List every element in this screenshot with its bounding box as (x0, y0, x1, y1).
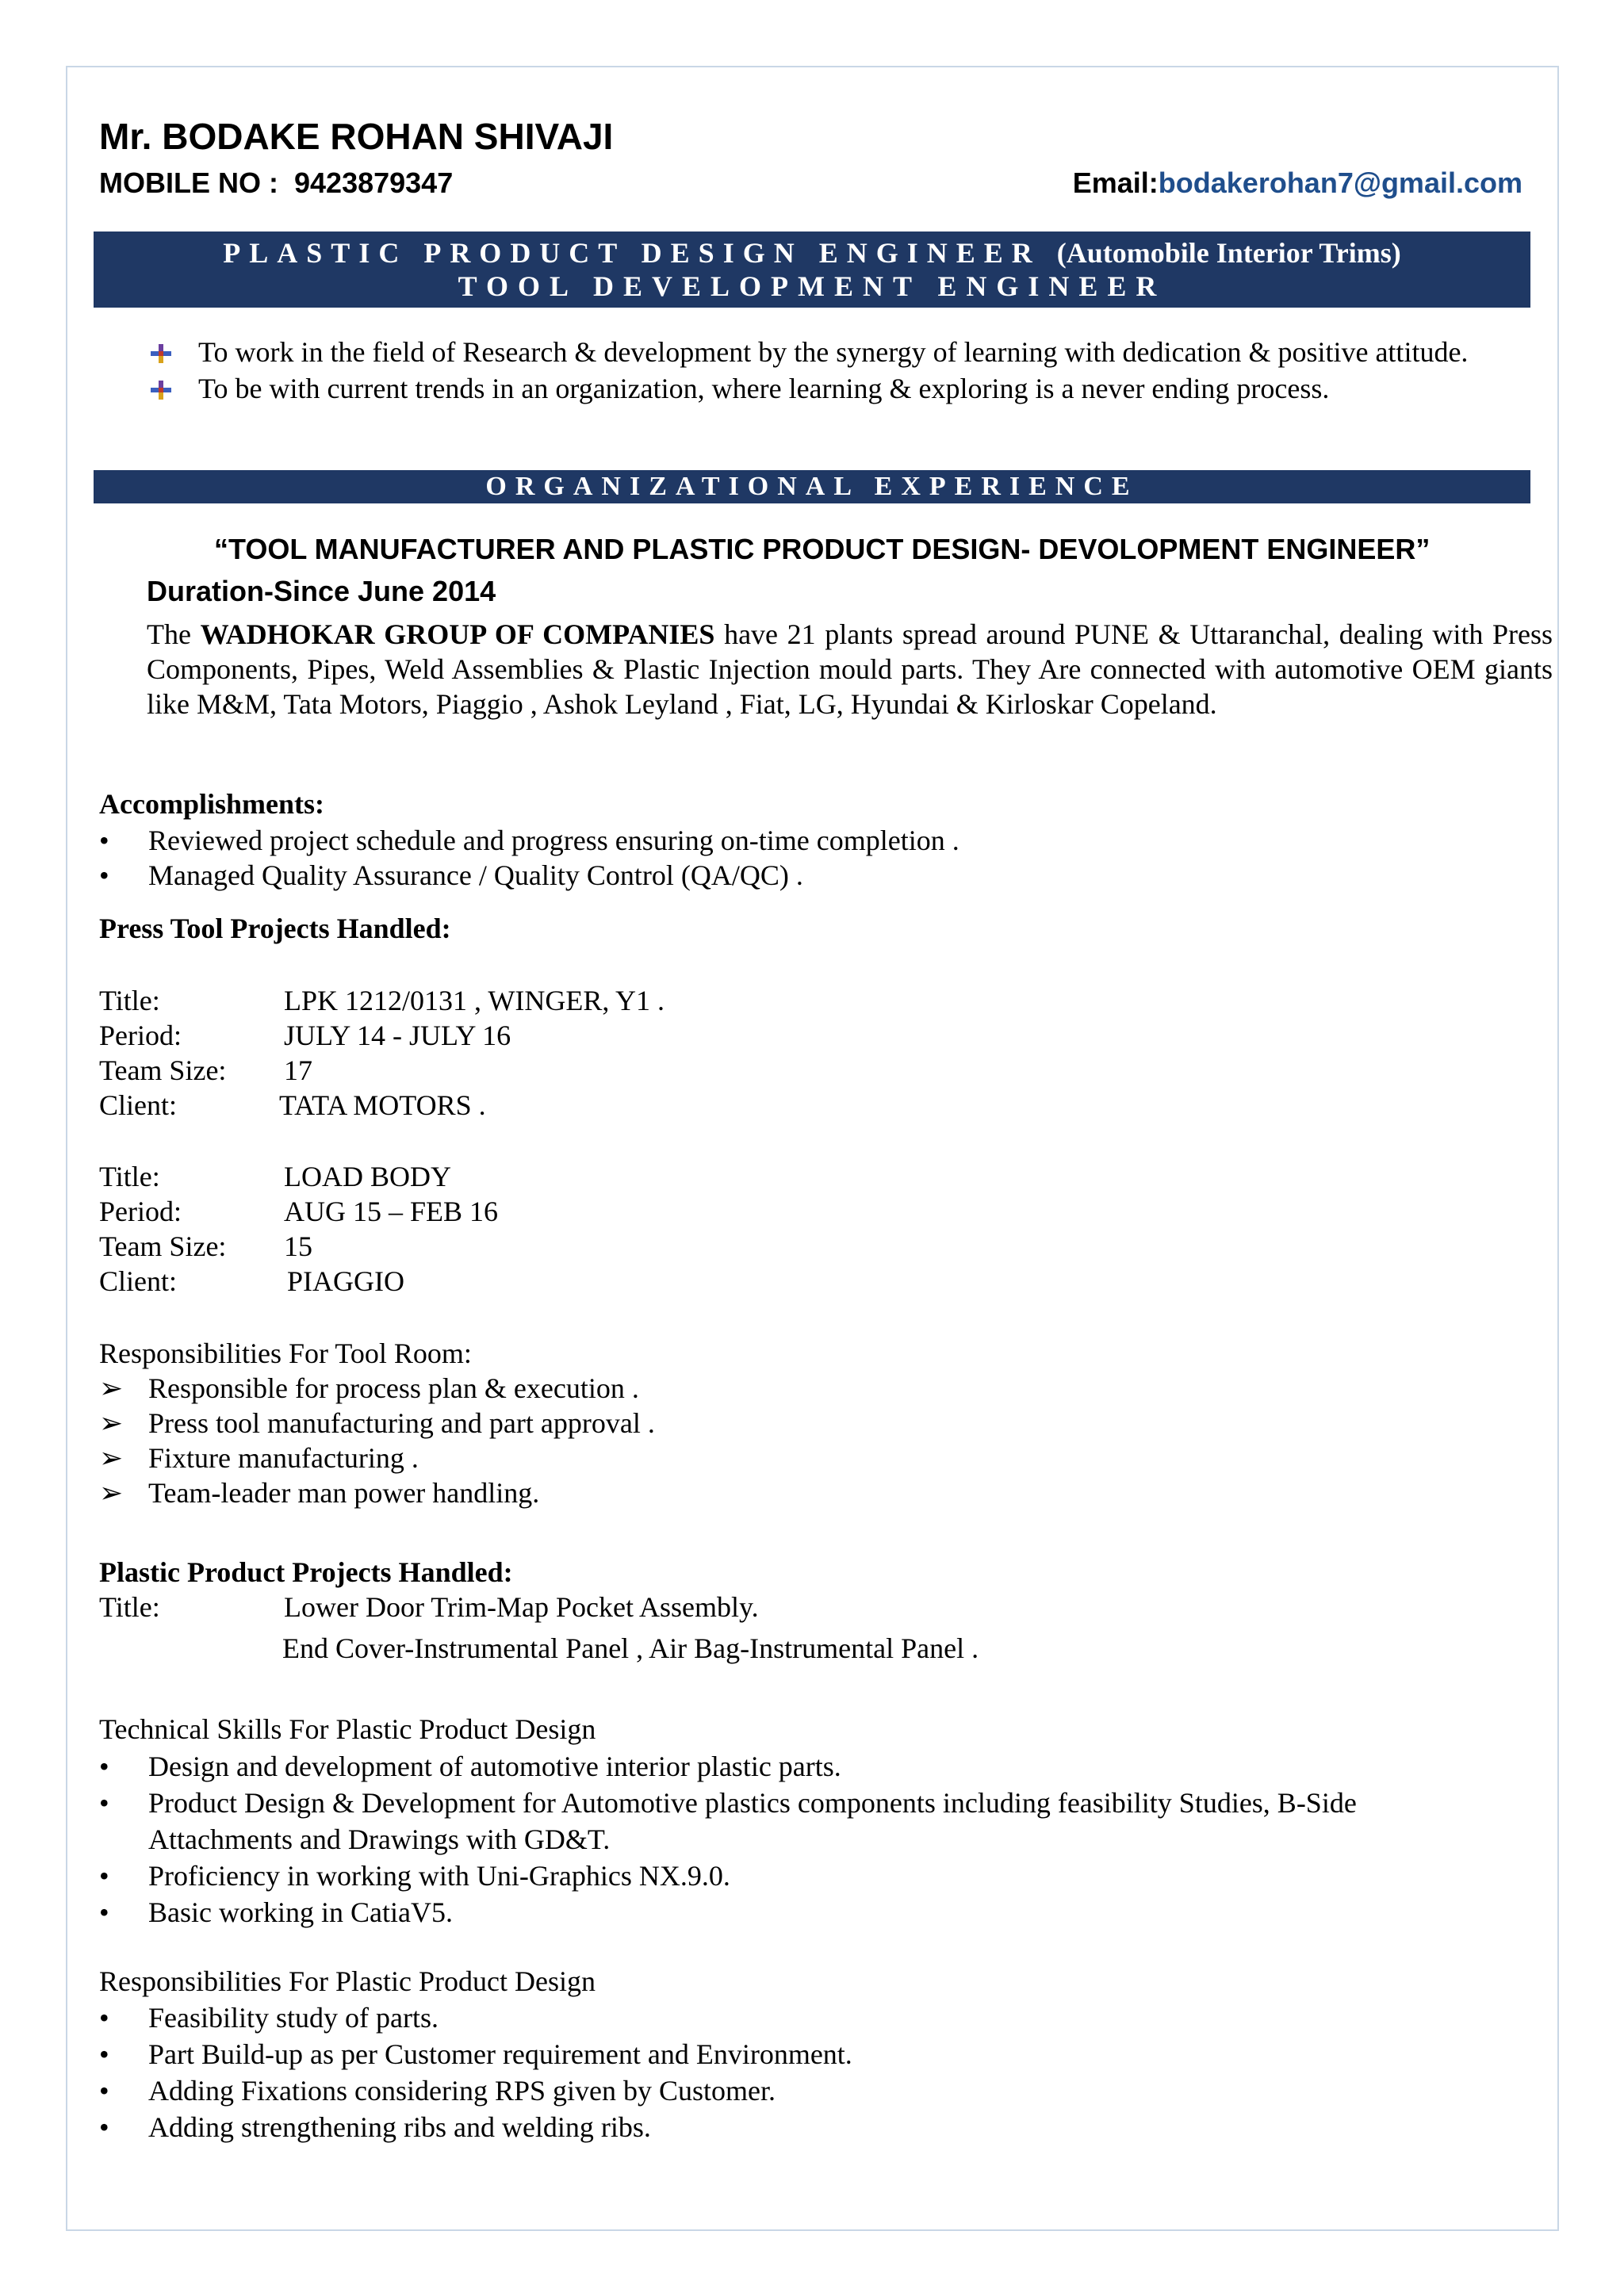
plastic-resp-text: Adding Fixations considering RPS given by Customer. (148, 2075, 776, 2107)
project-period: AUG 15 – FEB 16 (284, 1196, 499, 1227)
project-period-label: Period: (99, 1196, 182, 1227)
experience-banner (94, 470, 1530, 503)
project-title: LPK 1212/0131 , WINGER, Y1 . (284, 985, 665, 1016)
mobile-line (99, 166, 453, 200)
tool-room-text: Team-leader man power handling. (148, 1477, 540, 1509)
tool-room-text: Fixture manufacturing . (148, 1442, 419, 1474)
role-title: “TOOL MANUFACTURER AND PLASTIC PRODUCT DESIGN- DEVOLOPMENT ENGINEER” (214, 533, 1431, 565)
roles-banner (94, 232, 1530, 308)
project-team-size: 17 (284, 1054, 312, 1086)
plastic-resp-heading: Responsibilities For Plastic Product Design (99, 1965, 596, 1997)
tech-skill-text: Proficiency in working with Uni-Graphics NX.9.0. (148, 1860, 730, 1892)
accomplishments-heading: Accomplishments: (99, 788, 324, 820)
plastic-title-label: Title: (99, 1591, 160, 1623)
role-primary-specialty: (Automobile Interior Trims) (1056, 237, 1401, 269)
email-label: Email: (1072, 166, 1159, 199)
roles-banner-line-1 (94, 236, 1530, 270)
plastic-resp-text: Feasibility study of parts. (148, 2002, 439, 2034)
project-period-label: Period: (99, 1020, 182, 1051)
bullet-dot-icon: • (99, 859, 109, 891)
tool-room-text: Press tool manufacturing and part approval . (148, 1407, 655, 1439)
plastic-project-line: End Cover-Instrumental Panel , Air Bag-Instrumental Panel . (282, 1632, 979, 1664)
company-prefix: The (147, 618, 201, 650)
plastic-resp-text: Adding strengthening ribs and welding ribs. (148, 2111, 651, 2143)
role-secondary: TOOL DEVELOPMENT ENGINEER (458, 270, 1166, 302)
plastic-project-line: Lower Door Trim-Map Pocket Assembly. (284, 1591, 759, 1623)
mobile-label: MOBILE NO : (99, 166, 278, 199)
bullet-dot-icon: • (99, 2111, 109, 2143)
tool-room-text: Responsible for process plan & execution . (148, 1372, 639, 1404)
bullet-dot-icon: • (99, 1751, 109, 1782)
objective-item (151, 335, 1530, 369)
project-client-label: Client: (99, 1089, 177, 1121)
tool-room-heading: Responsibilities For Tool Room: (99, 1337, 472, 1369)
objective-text: To be with current trends in an organization, where learning & exploring is a never ending process. (198, 373, 1330, 404)
objective-bullet-icon (151, 381, 171, 400)
plastic-projects-heading: Plastic Product Projects Handled: (99, 1556, 513, 1588)
bullet-dot-icon: • (99, 2002, 109, 2034)
email-line (1073, 166, 1522, 200)
project-title-label: Title: (99, 1161, 160, 1192)
press-tool-heading: Press Tool Projects Handled: (99, 913, 451, 944)
arrow-bullet-icon: ➢ (99, 1372, 124, 1404)
bullet-dot-icon: • (99, 2038, 109, 2070)
objective-list (151, 335, 1530, 408)
tech-skill-text: Product Design & Development for Automotive plastics components including feasibility Studies, B-Side (148, 1787, 1357, 1819)
project-team-label: Team Size: (99, 1230, 227, 1262)
accomplishment-text: Reviewed project schedule and progress ensuring on-time completion . (148, 825, 959, 856)
arrow-bullet-icon: ➢ (99, 1407, 124, 1439)
project-team-size: 15 (284, 1230, 312, 1262)
email-link[interactable]: bodakerohan7@gmail.com (1158, 166, 1522, 199)
plastic-resp-text: Part Build-up as per Customer requirement and Environment. (148, 2038, 852, 2070)
company-description (147, 617, 1553, 721)
experience-banner-title: ORGANIZATIONAL EXPERIENCE (485, 472, 1139, 501)
bullet-dot-icon: • (99, 2075, 109, 2107)
project-client-label: Client: (99, 1265, 177, 1297)
arrow-bullet-icon: ➢ (99, 1442, 124, 1474)
company-name: WADHOKAR GROUP OF COMPANIES (200, 618, 715, 650)
tech-skill-text: Attachments and Drawings with GD&T. (148, 1823, 611, 1855)
bullet-dot-icon: • (99, 1860, 109, 1892)
duration: Duration-Since June 2014 (147, 575, 496, 607)
tech-skill-text: Basic working in CatiaV5. (148, 1896, 453, 1928)
objective-bullet-icon (151, 344, 171, 363)
tech-skill-text: Design and development of automotive interior plastic parts. (148, 1751, 841, 1782)
bullet-dot-icon: • (99, 1896, 109, 1928)
mobile-number: 9423879347 (294, 166, 454, 199)
accomplishment-text: Managed Quality Assurance / Quality Control (QA/QC) . (148, 859, 803, 891)
objective-item (151, 371, 1530, 406)
candidate-name: Mr. BODAKE ROHAN SHIVAJI (99, 116, 614, 157)
company-details: have 21 plants spread around PUNE & Uttaranchal, dealing with Press Components, Pipes, Weld Assemblies & Plastic Injection mould parts. They Are connected with automotive OEM giants like M&M, Tata Motors, Piaggio , Ashok Leyland , Fiat, LG, Hyundai & Kirloskar Copeland. (147, 618, 1553, 720)
tech-skills-heading: Technical Skills For Plastic Product Design (99, 1713, 596, 1745)
project-team-label: Team Size: (99, 1054, 227, 1086)
project-title-label: Title: (99, 985, 160, 1016)
project-client: PIAGGIO (287, 1265, 404, 1297)
project-period: JULY 14 - JULY 16 (284, 1020, 511, 1051)
bullet-dot-icon: • (99, 1787, 109, 1819)
role-primary: PLASTIC PRODUCT DESIGN ENGINEER (223, 237, 1041, 269)
bullet-dot-icon: • (99, 825, 109, 856)
objective-text: To work in the field of Research & development by the synergy of learning with dedication & positive attitude. (198, 336, 1469, 368)
project-title: LOAD BODY (284, 1161, 451, 1192)
arrow-bullet-icon: ➢ (99, 1477, 124, 1509)
project-client: TATA MOTORS . (279, 1089, 486, 1121)
